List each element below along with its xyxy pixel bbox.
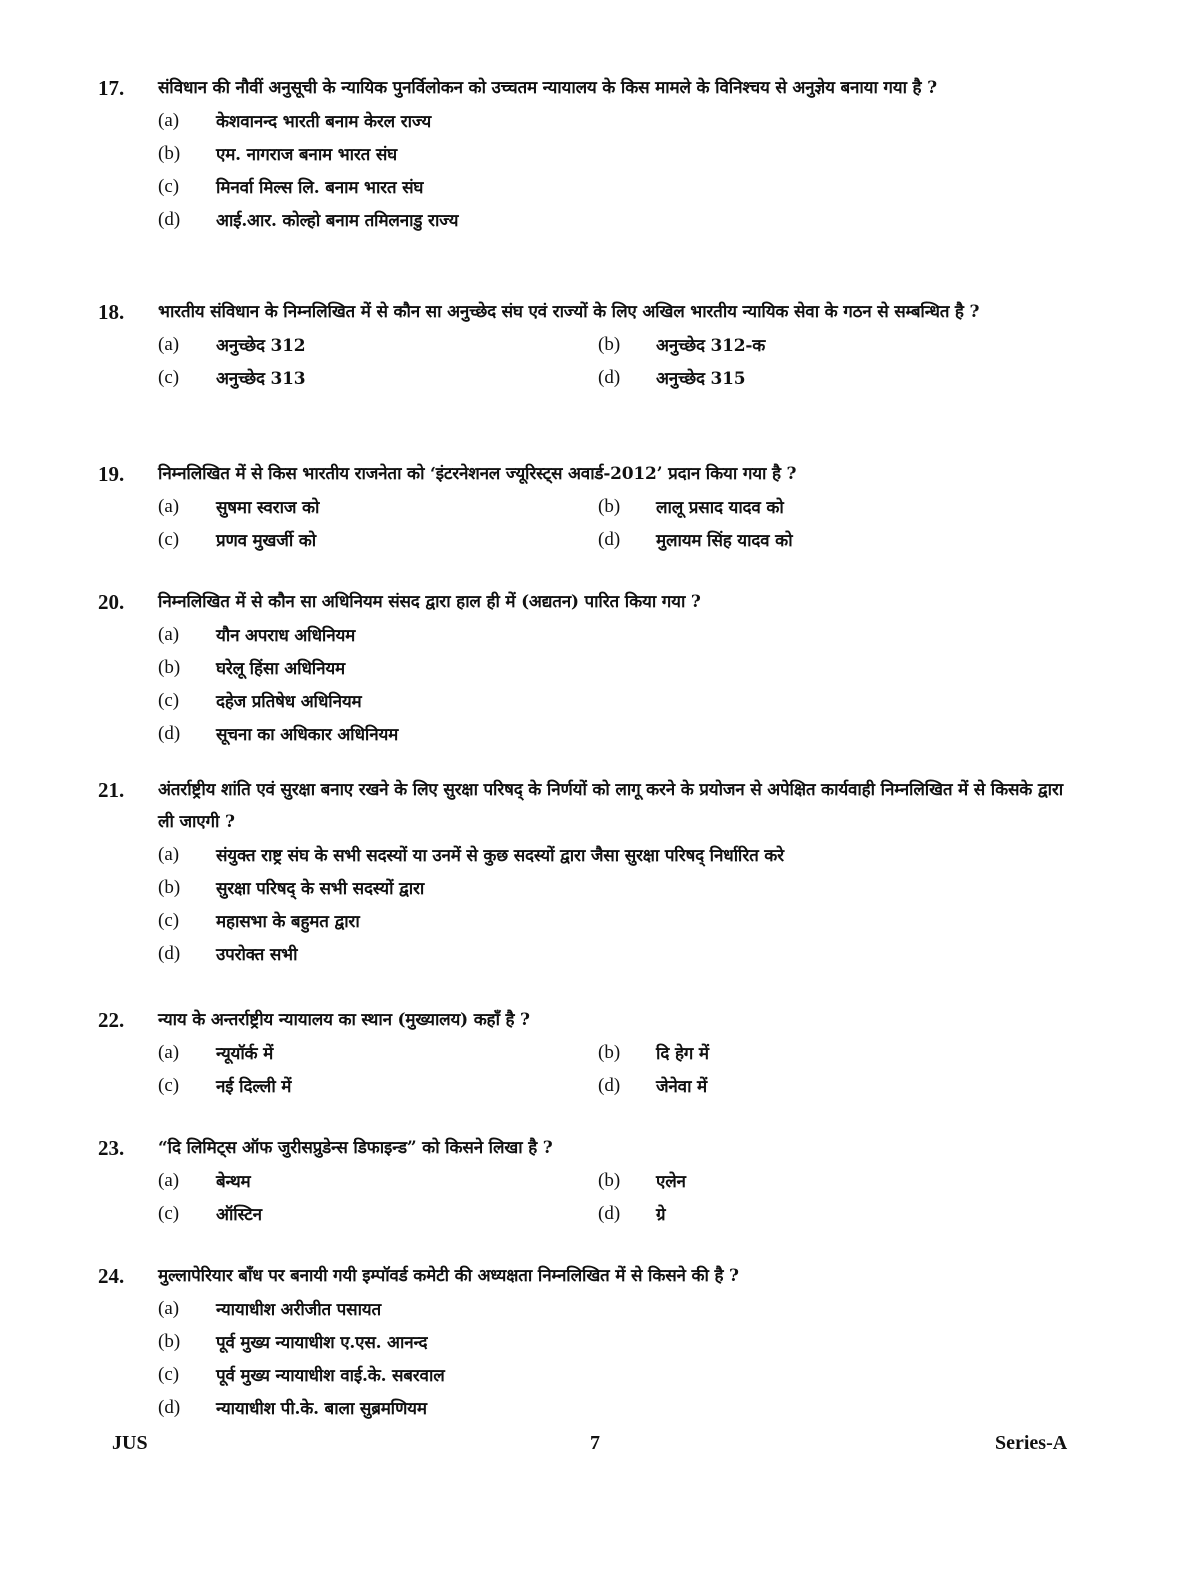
option-label: (a) bbox=[158, 495, 180, 517]
question-text: न्याय के अन्तर्राष्ट्रीय न्यायालय का स्थान (मुख्यालय) कहाँ है ? bbox=[158, 1010, 530, 1030]
option-label: (c) bbox=[158, 175, 180, 197]
option-c bbox=[158, 523, 598, 556]
option-b bbox=[158, 1325, 1078, 1358]
option-text: सुरक्षा परिषद् के सभी सदस्यों द्वारा bbox=[216, 879, 425, 899]
option-label: (d) bbox=[158, 1396, 181, 1418]
option-text: उपरोक्त सभी bbox=[216, 945, 298, 965]
option-text: बेन्थम bbox=[216, 1172, 251, 1192]
question-text: “दि लिमिट्स ऑफ जुरीसप्रुडेन्स डिफाइन्ड” को किसने लिखा है ? bbox=[158, 1138, 553, 1158]
option-text: अनुच्छेद 312 bbox=[216, 336, 306, 356]
option-text: लालू प्रसाद यादव को bbox=[656, 498, 784, 518]
options-grid bbox=[158, 1164, 1078, 1230]
option-c bbox=[158, 904, 1078, 937]
options-list bbox=[158, 1292, 1078, 1424]
option-text: दहेज प्रतिषेध अधिनियम bbox=[216, 692, 362, 712]
option-text: अनुच्छेद 313 bbox=[216, 369, 306, 389]
option-label: (b) bbox=[598, 495, 621, 517]
option-b bbox=[158, 651, 1078, 684]
option-text: न्यायाधीश अरीजीत पसायत bbox=[216, 1300, 381, 1320]
question-text: भारतीय संविधान के निम्नलिखित में से कौन सा अनुच्छेद संघ एवं राज्यों के लिए अखिल भारतीय न्यायिक सेवा के गठन से सम्बन्धित है ? bbox=[158, 302, 980, 322]
option-label: (c) bbox=[158, 689, 180, 711]
question-18 bbox=[98, 296, 1078, 394]
option-b bbox=[158, 871, 1078, 904]
question-number: 20. bbox=[98, 590, 125, 614]
option-text: प्रणव मुखर्जी को bbox=[216, 531, 317, 551]
option-c bbox=[158, 1358, 1078, 1391]
question-text: संविधान की नौवीं अनुसूची के न्यायिक पुनर्विलोकन को उच्चतम न्यायालय के किस मामले के विनिश्चय से अनुज्ञेय बनाया गया है ? bbox=[158, 78, 937, 98]
option-label: (b) bbox=[598, 1041, 621, 1063]
option-d bbox=[598, 523, 1038, 556]
option-label: (a) bbox=[158, 623, 180, 645]
option-text: मिनर्वा मिल्स लि. बनाम भारत संघ bbox=[216, 178, 424, 198]
question-text: अंतर्राष्ट्रीय शांति एवं सुरक्षा बनाए रखने के लिए सुरक्षा परिषद् के निर्णयों को लागू करने के प्रयोजन से अपेक्षित कार्यवाही निम्नलिखित में से किसके द्वारा ली जाएगी ? bbox=[158, 780, 1063, 832]
option-b bbox=[598, 328, 1038, 361]
option-d bbox=[158, 717, 1078, 750]
option-text: सूचना का अधिकार अधिनियम bbox=[216, 725, 399, 745]
option-a bbox=[158, 838, 1078, 871]
option-label: (c) bbox=[158, 1363, 180, 1385]
option-d bbox=[158, 203, 1078, 236]
question-20 bbox=[98, 586, 1078, 750]
option-b bbox=[598, 1164, 1038, 1197]
option-text: जेनेवा में bbox=[656, 1077, 707, 1097]
question-22 bbox=[98, 1004, 1078, 1102]
option-label: (c) bbox=[158, 909, 180, 931]
question-number: 24. bbox=[98, 1264, 125, 1288]
option-text: न्यायाधीश पी.के. बाला सुब्रमणियम bbox=[216, 1399, 427, 1419]
question-number: 17. bbox=[98, 76, 125, 100]
option-c bbox=[158, 361, 598, 394]
option-text: आई.आर. कोल्हो बनाम तमिलनाडु राज्य bbox=[216, 211, 459, 231]
option-label: (c) bbox=[158, 1074, 180, 1096]
option-label: (d) bbox=[158, 942, 181, 964]
options-grid bbox=[158, 1036, 1078, 1102]
series-label: Series-A bbox=[995, 1432, 1068, 1454]
option-label: (d) bbox=[598, 528, 621, 550]
option-text: एलेन bbox=[656, 1172, 686, 1192]
option-text: पूर्व मुख्य न्यायाधीश ए.एस. आनन्द bbox=[216, 1333, 428, 1353]
option-label: (b) bbox=[598, 1169, 621, 1191]
option-label: (a) bbox=[158, 109, 180, 131]
option-d bbox=[598, 1069, 1038, 1102]
question-number: 23. bbox=[98, 1136, 125, 1160]
question-24 bbox=[98, 1260, 1078, 1424]
question-23 bbox=[98, 1132, 1078, 1230]
option-label: (a) bbox=[158, 1297, 180, 1319]
option-text: पूर्व मुख्य न्यायाधीश वाई.के. सबरवाल bbox=[216, 1366, 445, 1386]
option-label: (c) bbox=[158, 1202, 180, 1224]
option-text: अनुच्छेद 312-क bbox=[656, 336, 766, 356]
option-a bbox=[158, 618, 1078, 651]
option-a bbox=[158, 1164, 598, 1197]
option-label: (d) bbox=[598, 1202, 621, 1224]
question-number: 18. bbox=[98, 300, 125, 324]
question-17 bbox=[98, 72, 1078, 236]
option-label: (d) bbox=[598, 1074, 621, 1096]
option-d bbox=[158, 1391, 1078, 1424]
option-label: (a) bbox=[158, 333, 180, 355]
option-text: एम. नागराज बनाम भारत संघ bbox=[216, 145, 397, 165]
option-d bbox=[158, 937, 1078, 970]
option-text: केशवानन्द भारती बनाम केरल राज्य bbox=[216, 112, 432, 132]
option-d bbox=[598, 1197, 1038, 1230]
option-text: संयुक्त राष्ट्र संघ के सभी सदस्यों या उनमें से कुछ सदस्यों द्वारा जैसा सुरक्षा परिषद् निर्धारित करे bbox=[216, 846, 784, 866]
option-c bbox=[158, 684, 1078, 717]
option-label: (a) bbox=[158, 843, 180, 865]
option-label: (b) bbox=[158, 876, 181, 898]
page-footer bbox=[0, 1432, 1177, 1462]
question-19 bbox=[98, 458, 1078, 556]
option-a bbox=[158, 1292, 1078, 1325]
option-b bbox=[598, 490, 1038, 523]
option-text: ऑस्टिन bbox=[216, 1205, 262, 1225]
options-grid bbox=[158, 328, 1078, 394]
option-c bbox=[158, 1197, 598, 1230]
option-a bbox=[158, 1036, 598, 1069]
question-text: निम्नलिखित में से कौन सा अधिनियम संसद द्वारा हाल ही में (अद्यतन) पारित किया गया ? bbox=[158, 592, 701, 612]
option-a bbox=[158, 328, 598, 361]
question-text: निम्नलिखित में से किस भारतीय राजनेता को ‘इंटरनेशनल ज्यूरिस्ट्स अवार्ड-2012’ प्रदान किया गया है ? bbox=[158, 464, 797, 484]
question-number: 19. bbox=[98, 462, 125, 486]
option-d bbox=[598, 361, 1038, 394]
option-label: (a) bbox=[158, 1041, 180, 1063]
option-label: (c) bbox=[158, 528, 180, 550]
options-list bbox=[158, 838, 1078, 970]
options-list bbox=[158, 104, 1078, 236]
options-grid bbox=[158, 490, 1078, 556]
question-21 bbox=[98, 774, 1078, 970]
option-text: सुषमा स्वराज को bbox=[216, 498, 320, 518]
option-text: न्यूयॉर्क में bbox=[216, 1044, 274, 1064]
question-text: मुल्लापेरियार बाँध पर बनायी गयी इम्पॉवर्ड कमेटी की अध्यक्षता निम्नलिखित में से किसने की है ? bbox=[158, 1266, 739, 1286]
option-label: (c) bbox=[158, 366, 180, 388]
option-text: घरेलू हिंसा अधिनियम bbox=[216, 659, 345, 679]
option-label: (b) bbox=[158, 656, 181, 678]
option-text: ग्रे bbox=[656, 1205, 666, 1225]
option-label: (b) bbox=[598, 333, 621, 355]
option-text: महासभा के बहुमत द्वारा bbox=[216, 912, 360, 932]
option-label: (b) bbox=[158, 1330, 181, 1352]
options-list bbox=[158, 618, 1078, 750]
option-label: (d) bbox=[158, 208, 181, 230]
option-b bbox=[158, 137, 1078, 170]
option-label: (d) bbox=[158, 722, 181, 744]
option-label: (b) bbox=[158, 142, 181, 164]
option-c bbox=[158, 1069, 598, 1102]
option-text: नई दिल्ली में bbox=[216, 1077, 292, 1097]
option-text: दि हेग में bbox=[656, 1044, 709, 1064]
option-b bbox=[598, 1036, 1038, 1069]
option-text: अनुच्छेद 315 bbox=[656, 369, 746, 389]
page-number: 7 bbox=[590, 1432, 600, 1454]
option-a bbox=[158, 104, 1078, 137]
option-text: यौन अपराध अधिनियम bbox=[216, 626, 356, 646]
option-c bbox=[158, 170, 1078, 203]
question-number: 21. bbox=[98, 778, 125, 802]
option-label: (d) bbox=[598, 366, 621, 388]
option-text: मुलायम सिंह यादव को bbox=[656, 531, 793, 551]
option-a bbox=[158, 490, 598, 523]
question-number: 22. bbox=[98, 1008, 125, 1032]
option-label: (a) bbox=[158, 1169, 180, 1191]
exam-code: JUS bbox=[112, 1432, 148, 1454]
